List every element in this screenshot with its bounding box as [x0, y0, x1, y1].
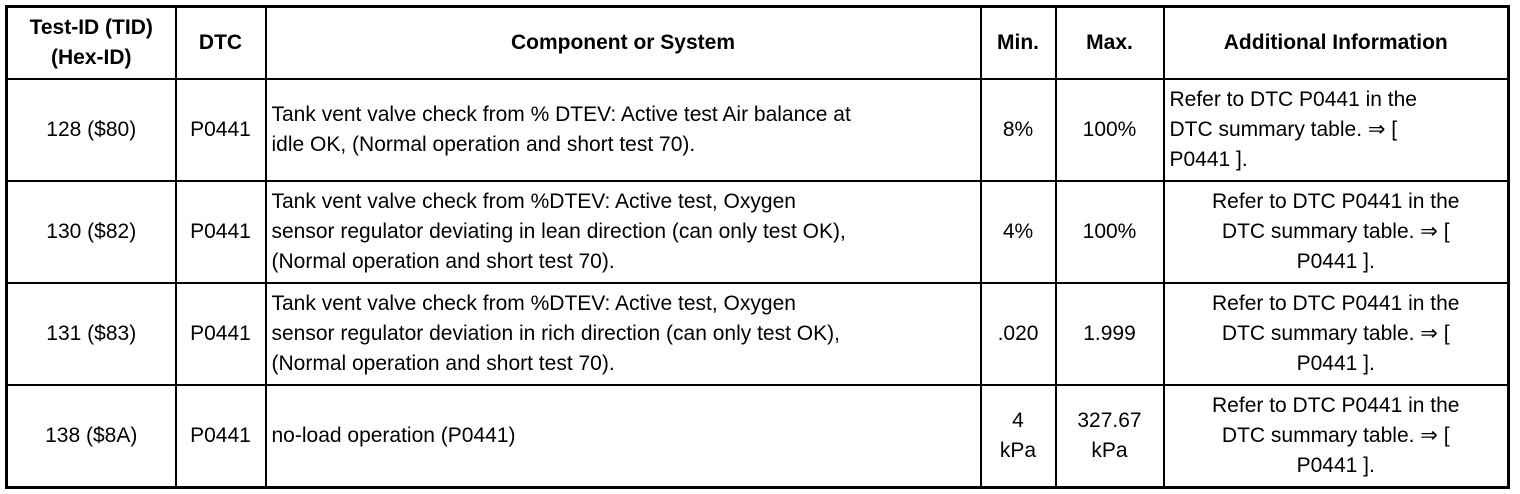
dtc-cell: P0441 [176, 283, 266, 385]
component-cell [266, 79, 981, 181]
min-line: .020 [997, 322, 1039, 345]
max-cell [1056, 283, 1164, 385]
table-row [7, 385, 1509, 488]
max-cell [1056, 79, 1164, 181]
additional-info-line: Refer to DTC P0441 in the [1169, 88, 1417, 111]
max-cell [1056, 181, 1164, 283]
header-test-id [7, 7, 176, 80]
component-cell [266, 283, 981, 385]
additional-info-line: DTC summary table. ⇒ [ [1169, 118, 1398, 141]
additional-info-line: DTC summary table. ⇒ [ [1221, 424, 1450, 447]
table-row [7, 181, 1509, 283]
test-id-cell: 130 ($82) [7, 181, 176, 283]
additional-info-line: P0441 ]. [1296, 352, 1375, 375]
header-test-id-line2: (Hex-ID) [50, 46, 132, 69]
header-max: Max. [1056, 7, 1164, 80]
additional-info-line: P0441 ]. [1296, 454, 1375, 477]
component-line: Tank vent valve check from %DTEV: Active test, Oxygen [271, 292, 796, 315]
max-line: 100% [1082, 118, 1137, 141]
additional-info-line: DTC summary table. ⇒ [ [1221, 322, 1450, 345]
additional-info-line: Refer to DTC P0441 in the [1212, 292, 1460, 315]
min-line: 4% [1002, 220, 1034, 243]
additional-info-line: P0441 ]. [1169, 148, 1248, 171]
component-cell [266, 385, 981, 488]
additional-info-cell [1164, 385, 1509, 488]
additional-info-line: P0441 ]. [1296, 250, 1375, 273]
header-min: Min. [981, 7, 1056, 80]
component-line: sensor regulator deviating in lean direction (can only test OK), [271, 220, 846, 243]
header-row [7, 7, 1509, 80]
max-line: 327.67 [1077, 409, 1142, 432]
max-line: kPa [1091, 439, 1128, 462]
additional-info-line: DTC summary table. ⇒ [ [1221, 220, 1450, 243]
header-component: Component or System [266, 7, 981, 80]
max-line: 1.999 [1083, 322, 1136, 345]
min-line: 8% [1002, 118, 1034, 141]
min-cell [981, 283, 1056, 385]
table-row [7, 283, 1509, 385]
dtc-cell: P0441 [176, 79, 266, 181]
dtc-test-table [5, 5, 1510, 489]
header-test-id-line1: Test-ID (TID) [29, 16, 153, 39]
component-line: (Normal operation and short test 70). [271, 352, 615, 375]
additional-info-cell [1164, 283, 1509, 385]
header-dtc: DTC [176, 7, 266, 80]
additional-info-cell [1164, 79, 1509, 181]
component-cell [266, 181, 981, 283]
min-cell [981, 79, 1056, 181]
min-cell [981, 181, 1056, 283]
table-body [7, 79, 1509, 488]
component-line: Tank vent valve check from % DTEV: Active test Air balance at [271, 103, 851, 126]
table-row [7, 79, 1509, 181]
min-line: kPa [999, 439, 1037, 462]
test-id-cell: 131 ($83) [7, 283, 176, 385]
component-line: Tank vent valve check from %DTEV: Active test, Oxygen [271, 190, 796, 213]
max-cell [1056, 385, 1164, 488]
additional-info-line: Refer to DTC P0441 in the [1212, 394, 1460, 417]
dtc-cell: P0441 [176, 181, 266, 283]
header-additional-info: Additional Information [1164, 7, 1509, 80]
max-line: 100% [1082, 220, 1137, 243]
test-id-cell: 128 ($80) [7, 79, 176, 181]
component-line: no-load operation (P0441) [271, 424, 516, 447]
min-line: 4 [1012, 409, 1024, 432]
additional-info-line: Refer to DTC P0441 in the [1212, 190, 1460, 213]
min-cell [981, 385, 1056, 488]
additional-info-cell [1164, 181, 1509, 283]
component-line: idle OK, (Normal operation and short test 70). [271, 133, 696, 156]
component-line: (Normal operation and short test 70). [271, 250, 615, 273]
test-id-cell: 138 ($8A) [7, 385, 176, 488]
dtc-cell: P0441 [176, 385, 266, 488]
component-line: sensor regulator deviation in rich direction (can only test OK), [271, 322, 840, 345]
